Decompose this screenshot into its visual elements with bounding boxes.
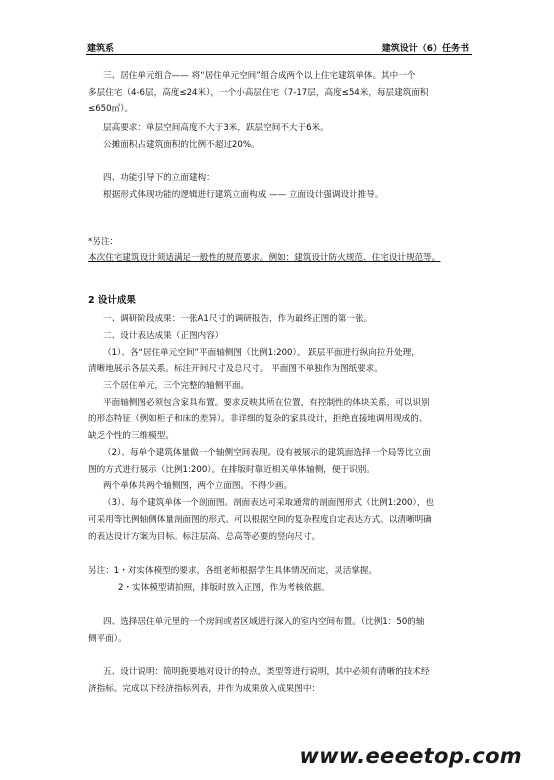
text-line: 清晰地展示各层关系。标注开间尺寸及总尺寸。 平面图不单独作为图纸要求。 (88, 364, 383, 374)
header-document-title: 建筑设计（6）任务书 (381, 44, 469, 54)
text-line: 可采用等比例轴侧体量剖面图的形式。可以根据空间的复杂程度自定表达方式。以清晰明确 (88, 515, 432, 525)
text-line: 济指标。完成以下经济指标列表，并作为成果放入成果图中： (88, 684, 321, 694)
text-line: 两个单体共两个轴侧图，两个立面图。不得少画。 (103, 481, 293, 491)
text-line: 三个居住单元，三个完整的轴侧平面。 (103, 381, 250, 391)
text-line: 四、功能引导下的立面建构： (103, 173, 215, 183)
text-line: 的形态特征（例如柜子和床的差异）。非详细的复杂的家具设计，拒绝直接地调用现成的、 (88, 414, 428, 424)
note-label: *另注： (88, 237, 119, 247)
note-text: 本次住宅建筑设计须适满足一般性的规范要求。例如：建筑设计防火规范、住宅设计规范等。 (88, 253, 441, 263)
header-department: 建筑系 (87, 44, 115, 54)
text-line: 一、调研阶段成果：一张A1尺寸的调研报告，作为最终正图的第一张。 (103, 314, 373, 324)
text-line: 多层住宅（4-6层，高度≤24米），一个小高层住宅（7-17层，高度≤54米，每层建筑面积 (88, 88, 429, 98)
text-line: 缺乏个性的三维模型。 (88, 431, 174, 441)
text-line: 公摊面积占建筑面积的比例不超过20%。 (103, 140, 260, 150)
text-line: 三、居住单元组合—— 将“居住单元空间”组合成两个以上住宅建筑单体。其中一个 (103, 71, 416, 81)
watermark: www.eeeetop.com (299, 744, 522, 768)
text-line: 四、选择居住单元里的一个房间或者区域进行深入的室内空间布置。（比例1：50的轴 (103, 617, 425, 627)
text-line: 的表达设计方案为目标。标注层高、总高等必要的竖向尺寸。 (88, 532, 321, 542)
text-line: （1）、各“居住单元空间”平面轴侧图（比例1:200）。 跃层平面进行纵向拉升处理， (103, 348, 420, 358)
text-line: 根据形式体现功能的逻辑进行建筑立面构成 —— 立面设计强调设计推导。 (103, 190, 384, 200)
text-line: ≤650㎡）。 (88, 104, 134, 114)
text-line: （2）、每单个建筑体量做一个轴侧空间表现。设有被展示的建筑面选择一个局等比立面 (103, 448, 431, 458)
text-line: 层高要求：单层空间高度不大于3米，跃层空间不大于6米。 (103, 123, 329, 133)
text-line: 五、设计说明：简明扼要地对设计的特点，类型等进行说明，其中必须有清晰的技术经 (103, 667, 430, 677)
text-line: 侧平面）。 (88, 634, 127, 644)
text-line: 2・实体模型请拍照，排版时放入正图，作为考核依据。 (118, 583, 330, 593)
text-line: 图的方式进行展示（比例1:200）。在排版时靠近相关单体轴侧，便于识别。 (88, 465, 375, 475)
section-heading: 2 设计成果 (88, 295, 136, 306)
text-line: 另注：1・对实体模型的要求，各组老师根据学生具体情况而定，灵活掌握。 (88, 566, 378, 576)
header-rule (86, 54, 472, 55)
text-line: （3）、每个建筑单体一个剖面图。剖面表达可采取通常的剖面图形式（比例1:200），也 (103, 498, 435, 508)
text-line: 平面轴侧图必须包含家具布置。要求反映其所在位置，有控制性的体块关系，可以识别 (103, 398, 430, 408)
text-line: 二、设计表达成果（正图内容） (103, 331, 224, 341)
